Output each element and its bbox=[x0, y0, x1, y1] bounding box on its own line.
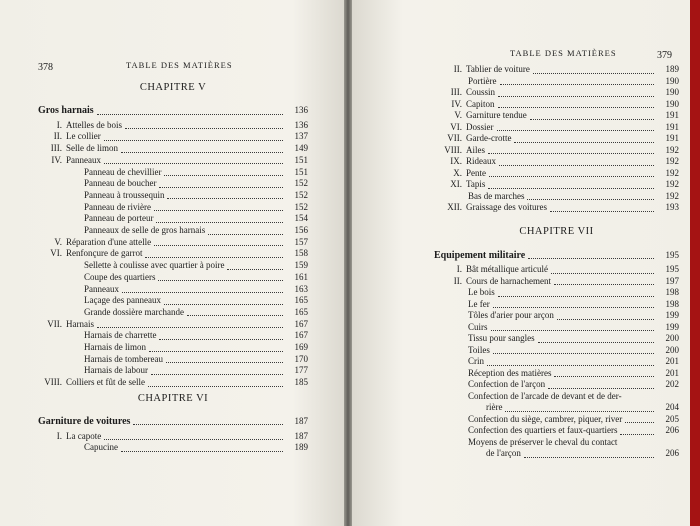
chapter-heading: CHAPITRE V bbox=[139, 82, 207, 93]
entry-title: Panneau de boucher bbox=[84, 178, 157, 189]
entry-page-number: 206 bbox=[665, 425, 679, 435]
dot-leader bbox=[227, 262, 283, 270]
dot-leader bbox=[164, 168, 283, 176]
dot-leader bbox=[620, 427, 654, 435]
toc-entry bbox=[434, 202, 679, 213]
entry-number: II. bbox=[453, 275, 462, 286]
toc-entry bbox=[38, 155, 308, 166]
dot-leader bbox=[159, 332, 283, 340]
dot-leader bbox=[499, 158, 654, 166]
dot-leader bbox=[208, 227, 283, 235]
entry-number: VIII. bbox=[44, 377, 62, 388]
entry-title: Le collier bbox=[66, 131, 101, 142]
dot-leader bbox=[557, 312, 654, 320]
dot-leader bbox=[528, 251, 654, 259]
toc-entry bbox=[38, 260, 308, 271]
toc-entry bbox=[434, 179, 679, 190]
entry-title: Confection de l'arçon bbox=[468, 379, 546, 389]
dot-leader bbox=[498, 100, 655, 108]
entry-title: Selle de limon bbox=[66, 143, 118, 154]
entry-page-number: 185 bbox=[294, 377, 308, 388]
entry-page-number: 201 bbox=[665, 367, 679, 378]
entry-page-number: 151 bbox=[294, 166, 308, 177]
toc-entry bbox=[434, 368, 679, 379]
entry-title: Toiles bbox=[468, 344, 490, 355]
entry-title: Renfonçure de garrot bbox=[66, 248, 143, 259]
toc-entry bbox=[38, 295, 308, 306]
entry-page-number: 200 bbox=[665, 344, 679, 355]
dot-leader bbox=[97, 107, 283, 115]
toc-entry bbox=[38, 342, 308, 353]
entry-page-number: 195 bbox=[665, 249, 679, 260]
entry-title: Moyens de préserver le cheval du contact bbox=[468, 436, 618, 447]
dot-leader bbox=[554, 369, 654, 377]
dot-leader bbox=[167, 191, 283, 199]
entry-title: Tissu pour sangles bbox=[468, 333, 535, 343]
dot-leader bbox=[514, 135, 654, 143]
toc-entry bbox=[434, 110, 679, 121]
entry-page-number: 190 bbox=[665, 75, 679, 86]
dot-leader bbox=[493, 346, 654, 354]
right-page bbox=[352, 0, 690, 526]
dot-leader bbox=[148, 379, 283, 387]
toc-entry bbox=[38, 120, 308, 131]
dot-leader bbox=[158, 273, 283, 281]
entry-page-number: 154 bbox=[294, 213, 308, 224]
dot-leader bbox=[550, 204, 654, 212]
entry-title: Attelles de bois bbox=[66, 119, 122, 130]
dot-leader bbox=[554, 277, 654, 285]
dot-leader bbox=[500, 77, 655, 85]
entry-title: rière bbox=[486, 402, 503, 412]
entry-number: VI. bbox=[50, 248, 62, 259]
entry-number: III. bbox=[50, 143, 62, 154]
entry-number: VII. bbox=[47, 318, 62, 329]
entry-title: Laçage des panneaux bbox=[84, 295, 161, 306]
toc-entry bbox=[434, 99, 679, 110]
toc-entry bbox=[38, 377, 308, 388]
dot-leader bbox=[121, 145, 283, 153]
entry-page-number: 192 bbox=[665, 144, 679, 155]
dot-leader bbox=[488, 146, 654, 154]
dot-leader bbox=[620, 439, 654, 446]
entry-title: Panneaux bbox=[66, 154, 101, 165]
dot-leader bbox=[527, 192, 654, 200]
entry-page-number: 167 bbox=[294, 330, 308, 341]
toc-entry bbox=[434, 299, 679, 310]
entry-page-number: 191 bbox=[665, 110, 679, 120]
dot-leader bbox=[538, 335, 654, 343]
entry-page-number: 206 bbox=[665, 448, 679, 458]
dot-leader bbox=[122, 285, 283, 293]
toc-entry bbox=[38, 330, 308, 341]
entry-number: XI. bbox=[450, 179, 462, 189]
entry-page-number: 205 bbox=[665, 413, 679, 424]
entry-page-number: 201 bbox=[665, 356, 679, 366]
entry-number: I. bbox=[56, 430, 62, 441]
entry-title: Rideaux bbox=[466, 156, 496, 166]
toc-entry bbox=[38, 213, 308, 224]
entry-page-number: 169 bbox=[294, 342, 308, 352]
entry-page-number: 167 bbox=[294, 318, 308, 329]
dot-leader bbox=[548, 381, 654, 389]
toc-entry bbox=[38, 237, 308, 248]
toc-entry bbox=[38, 202, 308, 213]
table-of-contents bbox=[38, 78, 308, 508]
entry-title: de l'arçon bbox=[486, 448, 521, 458]
toc-entry bbox=[38, 225, 308, 236]
entry-page-number: 200 bbox=[665, 333, 679, 343]
entry-page-number: 177 bbox=[294, 365, 308, 376]
toc-entry bbox=[434, 264, 679, 275]
dot-leader bbox=[154, 203, 283, 211]
dot-leader bbox=[524, 450, 654, 458]
entry-page-number: 198 bbox=[665, 287, 679, 297]
chapter-heading: CHAPITRE VII bbox=[519, 225, 594, 237]
toc-entry bbox=[434, 425, 679, 436]
toc-entry bbox=[434, 379, 679, 390]
entry-page-number: 151 bbox=[294, 154, 308, 165]
entry-title: Panneaux bbox=[84, 283, 119, 294]
entry-page-number: 156 bbox=[294, 225, 308, 235]
entry-title: Cuirs bbox=[468, 321, 488, 332]
entry-title: Panneau de chevillier bbox=[84, 166, 162, 177]
entry-number: VI. bbox=[450, 121, 462, 132]
entry-page-number: 190 bbox=[665, 98, 679, 109]
dot-leader bbox=[488, 181, 654, 189]
entry-page-number: 187 bbox=[294, 430, 308, 441]
entry-number: IV. bbox=[51, 154, 62, 165]
dot-leader bbox=[121, 444, 283, 452]
entry-title: Ailes bbox=[466, 144, 485, 155]
entry-title: Crin bbox=[468, 356, 485, 366]
toc-entry bbox=[38, 178, 308, 189]
toc-entry bbox=[434, 76, 679, 87]
entry-page-number: 136 bbox=[294, 119, 308, 130]
toc-entry bbox=[38, 272, 308, 283]
dot-leader bbox=[489, 169, 654, 177]
entry-title: Garde-crotte bbox=[466, 133, 512, 143]
toc-entry bbox=[434, 191, 679, 202]
toc-entry bbox=[38, 365, 308, 376]
dot-leader bbox=[551, 266, 654, 274]
entry-page-number: 191 bbox=[665, 121, 679, 132]
entry-title: Gros harnais bbox=[38, 105, 94, 116]
entry-number: V. bbox=[54, 236, 62, 247]
page-number: 379 bbox=[657, 50, 672, 61]
entry-title: Tôles d'arier pour arçon bbox=[468, 310, 554, 320]
entry-title: Confection de l'arcade de devant et de der- bbox=[468, 390, 622, 401]
left-page bbox=[0, 0, 344, 526]
toc-entry bbox=[38, 354, 308, 365]
toc-entry bbox=[434, 345, 679, 356]
toc-entry bbox=[38, 442, 308, 453]
entry-page-number: 187 bbox=[294, 415, 308, 426]
entry-title: Panneau à troussequin bbox=[84, 189, 165, 200]
entry-title: La capote bbox=[66, 430, 102, 441]
entry-title: Bât métallique articulé bbox=[466, 264, 548, 274]
toc-entry bbox=[434, 356, 679, 367]
toc-entry bbox=[434, 448, 679, 459]
entry-title: Harnais de limon bbox=[84, 342, 146, 352]
toc-entry bbox=[38, 248, 308, 259]
toc-entry bbox=[434, 145, 679, 156]
entry-title: Confection du siège, cambrer, piquer, river bbox=[468, 413, 623, 424]
toc-entry bbox=[38, 307, 308, 318]
running-head: TABLE DES MATIÈRES bbox=[126, 60, 233, 70]
dot-leader bbox=[166, 355, 283, 363]
entry-title: Réception des matières bbox=[468, 367, 552, 378]
entry-title: Confection des quartiers et faux-quartiers bbox=[468, 425, 618, 435]
entry-title: Capucine bbox=[84, 442, 118, 453]
entry-page-number: 189 bbox=[665, 64, 679, 74]
entry-page-number: 152 bbox=[294, 201, 308, 212]
toc-entry bbox=[38, 319, 308, 330]
toc-entry bbox=[434, 122, 679, 133]
dot-leader bbox=[625, 393, 654, 400]
dot-leader bbox=[187, 308, 283, 316]
dot-leader bbox=[491, 323, 654, 331]
toc-entry bbox=[434, 156, 679, 167]
entry-title: Panneau de rivière bbox=[84, 201, 151, 212]
toc-entry bbox=[434, 87, 679, 98]
dot-leader bbox=[498, 89, 654, 97]
entry-title: Le bois bbox=[468, 287, 495, 297]
toc-entry bbox=[434, 168, 679, 179]
entry-title: Harnais bbox=[66, 318, 94, 329]
entry-title: Réparation d'une attelle bbox=[66, 236, 152, 247]
dot-leader bbox=[104, 432, 283, 440]
entry-title: Grande dossière marchande bbox=[84, 306, 184, 317]
toc-entry bbox=[434, 391, 679, 402]
entry-page-number: 204 bbox=[665, 402, 679, 412]
entry-page-number: 199 bbox=[665, 321, 679, 332]
entry-page-number: 192 bbox=[665, 167, 679, 178]
entry-number: I. bbox=[456, 264, 462, 274]
entry-title: Pente bbox=[466, 167, 486, 178]
dot-leader bbox=[493, 300, 654, 308]
entry-title: Panneau de porteur bbox=[84, 213, 154, 224]
dot-leader bbox=[498, 289, 654, 297]
entry-page-number: 149 bbox=[294, 143, 308, 154]
entry-number: II. bbox=[53, 131, 62, 142]
entry-page-number: 136 bbox=[294, 105, 308, 115]
entry-title: Tablier de voiture bbox=[466, 64, 530, 74]
entry-page-number: 152 bbox=[294, 178, 308, 189]
entry-page-number: 170 bbox=[294, 353, 308, 364]
toc-entry bbox=[434, 287, 679, 298]
book-gutter bbox=[344, 0, 352, 526]
entry-title: Le fer bbox=[468, 298, 490, 309]
entry-number: XII. bbox=[447, 202, 462, 212]
entry-page-number: 165 bbox=[294, 306, 308, 317]
entry-title: Cours de harnachement bbox=[466, 275, 551, 286]
entry-page-number: 189 bbox=[294, 442, 308, 453]
toc-section-entry bbox=[38, 105, 308, 116]
dot-leader bbox=[145, 250, 283, 258]
entry-title: Colliers et fût de selle bbox=[66, 377, 145, 388]
entry-number: III. bbox=[450, 87, 462, 97]
entry-page-number: 191 bbox=[665, 133, 679, 143]
toc-entry bbox=[434, 64, 679, 75]
entry-title: Capiton bbox=[466, 98, 495, 109]
toc-entry bbox=[434, 333, 679, 344]
dot-leader bbox=[530, 112, 654, 120]
toc-entry bbox=[38, 131, 308, 142]
entry-page-number: 161 bbox=[294, 271, 308, 282]
toc-entry bbox=[434, 414, 679, 425]
page-number: 378 bbox=[38, 62, 53, 73]
entry-page-number: 190 bbox=[665, 87, 679, 97]
entry-title: Bas de marches bbox=[468, 190, 525, 201]
entry-number: VIII. bbox=[444, 144, 462, 155]
entry-title: Sellette à coulisse avec quartier à poire bbox=[84, 260, 225, 271]
entry-number: IV. bbox=[451, 98, 462, 109]
toc-entry bbox=[38, 190, 308, 201]
dot-leader bbox=[164, 297, 283, 305]
entry-page-number: 195 bbox=[665, 264, 679, 274]
dot-leader bbox=[125, 121, 283, 129]
entry-number: VII. bbox=[447, 133, 462, 143]
entry-number: V. bbox=[454, 110, 462, 120]
entry-title: Garniture de voitures bbox=[38, 415, 131, 427]
entry-title: Graissage des voitures bbox=[466, 202, 547, 212]
entry-title: Portière bbox=[468, 75, 497, 86]
dot-leader bbox=[154, 238, 283, 246]
toc-entry bbox=[434, 276, 679, 287]
dot-leader bbox=[533, 66, 654, 74]
entry-title: Dossier bbox=[466, 121, 494, 132]
dot-leader bbox=[497, 123, 655, 131]
entry-page-number: 193 bbox=[665, 202, 679, 212]
table-of-contents bbox=[434, 64, 679, 514]
entry-page-number: 137 bbox=[294, 131, 308, 142]
chapter-heading: CHAPITRE VI bbox=[137, 392, 209, 404]
entry-page-number: 192 bbox=[665, 179, 679, 189]
dot-leader bbox=[104, 156, 283, 164]
running-head: TABLE DES MATIÈRES bbox=[510, 48, 617, 58]
toc-entry bbox=[434, 402, 679, 413]
dot-leader bbox=[159, 180, 283, 188]
entry-page-number: 157 bbox=[294, 236, 308, 247]
entry-title: Tapis bbox=[466, 179, 486, 189]
entry-page-number: 192 bbox=[665, 156, 679, 166]
entry-page-number: 152 bbox=[294, 189, 308, 200]
entry-title: Harnais de charrette bbox=[84, 330, 157, 341]
entry-number: II. bbox=[453, 64, 462, 74]
entry-page-number: 165 bbox=[294, 295, 308, 306]
entry-title: Panneaux de selle de gros harnais bbox=[84, 225, 206, 235]
toc-entry bbox=[434, 437, 679, 448]
entry-number: I. bbox=[56, 119, 62, 130]
dot-leader bbox=[97, 320, 283, 328]
entry-page-number: 192 bbox=[665, 190, 679, 201]
entry-title: Garniture tendue bbox=[466, 110, 527, 120]
dot-leader bbox=[151, 367, 283, 375]
toc-entry bbox=[434, 322, 679, 333]
toc-entry bbox=[38, 167, 308, 178]
toc-entry bbox=[38, 143, 308, 154]
entry-page-number: 159 bbox=[294, 260, 308, 271]
toc-entry bbox=[434, 310, 679, 321]
entry-title: Coussin bbox=[466, 87, 496, 97]
entry-page-number: 163 bbox=[294, 283, 308, 294]
entry-page-number: 202 bbox=[665, 379, 679, 389]
dot-leader bbox=[487, 358, 654, 366]
toc-section-entry bbox=[434, 250, 679, 261]
dot-leader bbox=[149, 344, 283, 352]
toc-entry bbox=[38, 284, 308, 295]
entry-page-number: 197 bbox=[665, 275, 679, 286]
entry-number: IX. bbox=[450, 156, 462, 166]
dot-leader bbox=[133, 417, 283, 425]
entry-number: X. bbox=[453, 167, 462, 178]
entry-page-number: 158 bbox=[294, 248, 308, 259]
entry-title: Equipement militaire bbox=[434, 249, 526, 261]
dot-leader bbox=[156, 215, 283, 223]
toc-section-entry bbox=[38, 416, 308, 427]
entry-title: Harnais de tombereau bbox=[84, 353, 163, 364]
toc-entry bbox=[38, 431, 308, 442]
dot-leader bbox=[104, 133, 283, 141]
dot-leader bbox=[625, 415, 654, 423]
dot-leader bbox=[505, 404, 654, 412]
entry-page-number: 199 bbox=[665, 310, 679, 320]
entry-title: Coupe des quartiers bbox=[84, 271, 156, 282]
toc-entry bbox=[434, 133, 679, 144]
entry-page-number: 198 bbox=[665, 298, 679, 309]
entry-title: Harnais de labour bbox=[84, 365, 148, 376]
background-edge bbox=[690, 0, 700, 526]
